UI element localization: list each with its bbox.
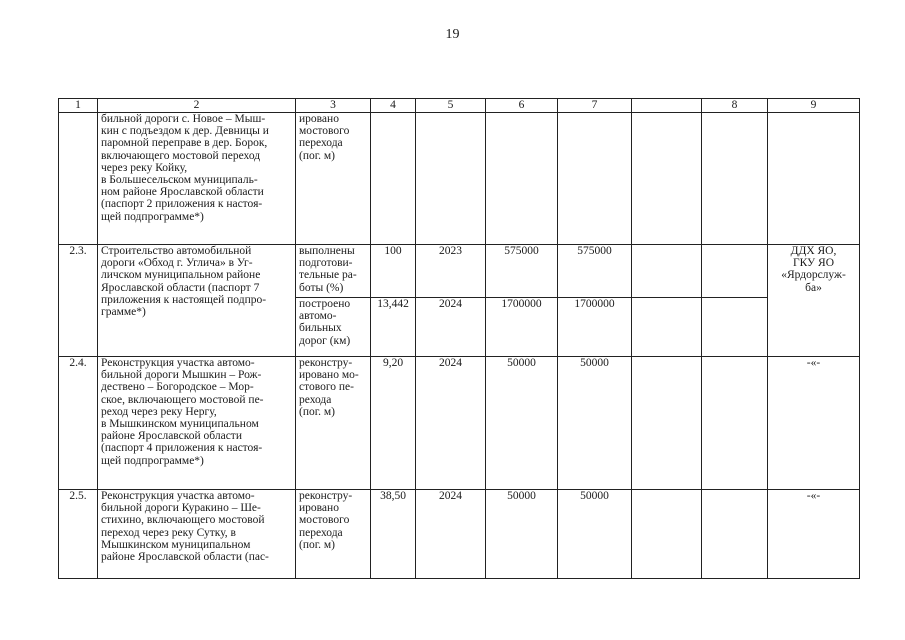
executor-cell: -«- (768, 357, 860, 490)
year-cell: 2024 (416, 357, 486, 490)
value-cell: 38,50 (371, 490, 416, 579)
executor-cell: -«- (768, 490, 860, 579)
indicator-cell: реконстру- ировано мо- стового пе- рехода (пог. м) (296, 357, 371, 490)
empty-cell (632, 490, 702, 579)
header-col-7: 7 (558, 99, 632, 113)
row-number-cell: 2.5. (59, 490, 98, 579)
amount-cell: 50000 (558, 357, 632, 490)
value-cell: 13,442 (371, 298, 416, 357)
amount-cell: 575000 (558, 245, 632, 298)
header-col-5: 5 (416, 99, 486, 113)
amount-cell: 575000 (486, 245, 558, 298)
measure-name-cell: Реконструкция участка автомо- бильной дороги Мышкин – Рож- дествено – Богородское – Мор- ское, включающего мостовой пе- реход через реку Нергу, в Мышкинском муниципальном районе Ярославской области (паспорт 4 приложения к настоя- щей подпрограмме*) (98, 357, 296, 490)
indicator-cell: ировано мостового перехода (пог. м) (296, 113, 371, 245)
page-number: 19 (445, 27, 460, 42)
value-cell (371, 113, 416, 245)
table-row (59, 245, 860, 298)
empty-cell (702, 245, 768, 298)
header-col-blank (632, 99, 702, 113)
header-col-3: 3 (296, 99, 371, 113)
empty-cell (702, 298, 768, 357)
row-number-cell (59, 113, 98, 245)
empty-cell (632, 357, 702, 490)
measure-name-cell: Реконструкция участка автомо- бильной дороги Куракино – Ше- стихино, включающего мостовой переход через реку Сутку, в Мышкинском муниципальном районе Ярославской области (пас- (98, 490, 296, 579)
header-col-2: 2 (98, 99, 296, 113)
empty-cell (702, 490, 768, 579)
executor-cell: ДДХ ЯО, ГКУ ЯО «Ярдорслуж- ба» (768, 245, 860, 357)
row-number-cell: 2.3. (59, 245, 98, 357)
amount-cell: 50000 (558, 490, 632, 579)
measure-name-cell: бильной дороги с. Новое – Мыш- кин с подъездом к дер. Девницы и паромной переправе в дер. Борок, включающего мостовой переход через реку Койку, в Большесельском муниципаль- ном районе Ярославской области (паспорт 2 приложения к настоя- щей подпрограмме*) (98, 113, 296, 245)
value-cell: 9,20 (371, 357, 416, 490)
header-row (59, 99, 860, 113)
year-cell: 2024 (416, 490, 486, 579)
indicator-cell: построено автомо- бильных дорог (км) (296, 298, 371, 357)
header-col-8: 8 (702, 99, 768, 113)
executor-cell (768, 113, 860, 245)
header-col-1: 1 (59, 99, 98, 113)
measure-name-cell: Строительство автомобильной дороги «Обход г. Углича» в Уг- личском муниципальном районе Ярославской области (паспорт 7 приложения к настоящей подпро- грамме*) (98, 245, 296, 357)
amount-cell: 50000 (486, 357, 558, 490)
header-col-4: 4 (371, 99, 416, 113)
empty-cell (702, 357, 768, 490)
header-col-9: 9 (768, 99, 860, 113)
amount-cell (486, 113, 558, 245)
indicator-cell: выполнены подготови- тельные ра- боты (%) (296, 245, 371, 298)
header-col-6: 6 (486, 99, 558, 113)
value-cell: 100 (371, 245, 416, 298)
amount-cell: 1700000 (486, 298, 558, 357)
indicator-cell: реконстру- ировано мостового перехода (пог. м) (296, 490, 371, 579)
table-row (59, 113, 860, 245)
amount-cell: 50000 (486, 490, 558, 579)
amount-cell (558, 113, 632, 245)
empty-cell (632, 298, 702, 357)
year-cell: 2024 (416, 298, 486, 357)
year-cell: 2023 (416, 245, 486, 298)
year-cell (416, 113, 486, 245)
row-number-cell: 2.4. (59, 357, 98, 490)
table-row (59, 357, 860, 490)
table-row (59, 490, 860, 579)
empty-cell (632, 245, 702, 298)
empty-cell (702, 113, 768, 245)
amount-cell: 1700000 (558, 298, 632, 357)
empty-cell (632, 113, 702, 245)
program-table (58, 98, 860, 579)
